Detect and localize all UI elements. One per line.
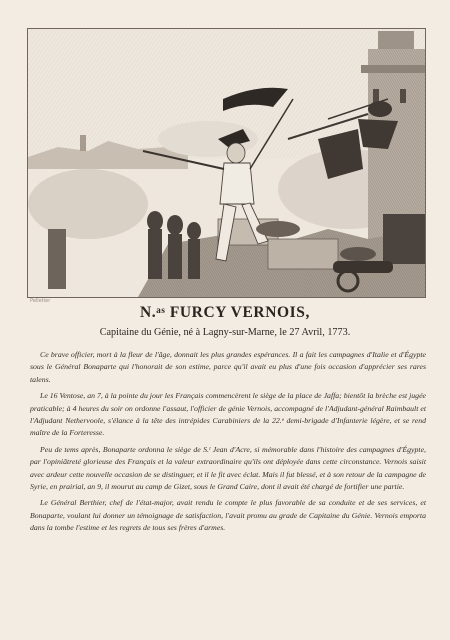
portrait-title: N.ᵃˢ FURCY VERNOIS,	[139, 304, 310, 321]
battle-scene-illustration	[28, 29, 425, 297]
biography-paragraph: Peu de tems après, Bonaparte ordonna le siège de S.ᵗ Jean d'Acre, si mémorable dans l'histoire des campagnes d'Égypte, par l'opiniâtreté glorieuse des Français et la valeur extraordinaire qu'ils ont déployée dans cette circonstance. Vernois saisit avec ardeur cette nouvelle occasion de se distinguer, et il le fit avec éclat. Mais il fut blessé, et à son retour de la campagne de Syrie, en prairial, an 9, il mourut au camp de Gizet, sous le Grand Caire, dont il avait été chargé de fortifier une partie.	[30, 444, 426, 492]
smoke-cloud	[28, 169, 148, 239]
engraver-mark: Pelletier	[30, 298, 51, 304]
biography-paragraph: Ce brave officier, mort à la fleur de l'âge, donnait les plus grandes espérances. Il a fait les campagnes d'Italie et d'Égypte sous le Général Bonaparte qui l'honorait de son estime, parce qu'il avait eu plus d'une fois occasion d'apprécier ses rares talens.	[30, 350, 426, 384]
distant-tower	[80, 135, 86, 151]
portrait-subtitle: Capitaine du Génie, né à Lagny-sur-Marne, le 27 Avril, 1773.	[99, 327, 351, 338]
biography-paragraph: Le 16 Ventose, an 7, à la pointe du jour les Français commencèrent le siège de la place de Jaffa; bientôt la brèche est jugée praticable; à 4 heures du soir on ordonne l'assaut, l'officier de génie Vernois, accompagné de l'Adjudant-général Raimbault et l'Adjudant Nethervoole, s'élance à la tête des intrépides Carabiniers de la 22.ᵉ demi-brigade d'Infanterie légère, et se rend maître de la Forteresse.	[30, 391, 426, 438]
engraving-plate	[27, 28, 426, 298]
biography-text	[30, 349, 426, 539]
biography-paragraph: Le Général Berthier, chef de l'état-major, avait rendu le compte le plus favorable de sa conduite et de ses services, et Bonaparte, voulant lui donner un témoignage de satisfaction, l'avait promu au grade de Capitaine du Génie. Vernois emporta dans la tombe l'estime et les regrets de tous ses frères d'armes.	[30, 498, 426, 533]
